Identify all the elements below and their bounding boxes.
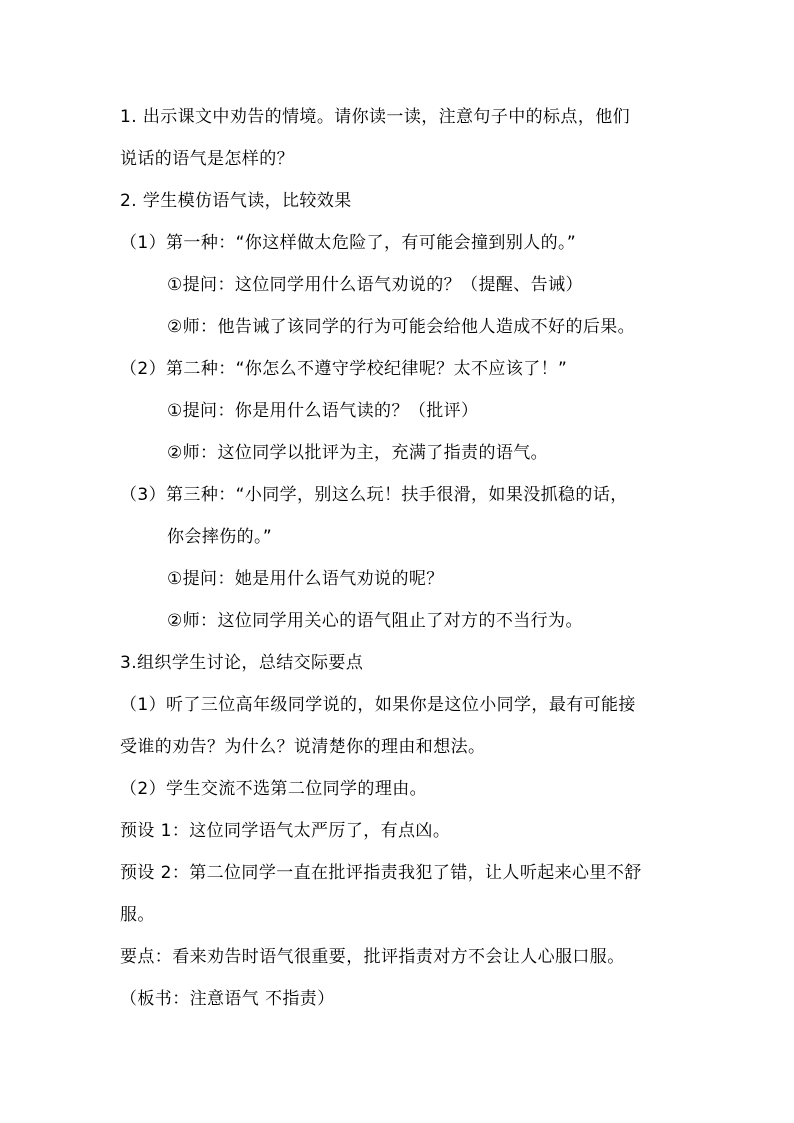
step-1-text: 1. 出示课文中劝告的情境。请你读一读，注意句子中的标点，他们 xyxy=(120,107,631,127)
step-1-text-cont: 说话的语气是怎样的？ xyxy=(120,149,294,169)
preset-1: 预设 1：这位同学语气太严厉了，有点凶。 xyxy=(120,821,451,841)
case-1-question: ①提问：这位同学用什么语气劝说的？（提醒、告诫） xyxy=(167,275,583,295)
discussion-1-cont: 受谁的劝告？为什么？说清楚你的理由和想法。 xyxy=(120,737,486,757)
step-2-heading: 2. 学生模仿语气读，比较效果 xyxy=(120,191,352,211)
key-point: 要点：看来劝告时语气很重要，批评指责对方不会让人心服口服。 xyxy=(120,947,625,967)
case-3-teacher-note: ②师：这位同学用关心的语气阻止了对方的不当行为。 xyxy=(167,611,583,631)
discussion-2: （2）学生交流不选第二位同学的理由。 xyxy=(120,779,428,799)
discussion-1: （1）听了三位高年级同学说的，如果你是这位小同学，最有可能接 xyxy=(120,695,636,715)
case-1-quote: （1）第一种：“你这样做太危险了，有可能会撞到别人的。” xyxy=(120,233,577,253)
preset-2-cont: 服。 xyxy=(120,905,155,925)
case-2-teacher-note: ②师：这位同学以批评为主，充满了指责的语气。 xyxy=(167,443,549,463)
board-note: （板书：注意语气 不指责） xyxy=(120,989,335,1009)
preset-2: 预设 2：第二位同学一直在批评指责我犯了错，让人听起来心里不舒 xyxy=(120,863,642,883)
case-3-quote-cont: 你会摔伤的。” xyxy=(167,527,273,547)
case-3-question: ①提问：她是用什么语气劝说的呢？ xyxy=(167,569,444,589)
case-2-quote: （2）第二种：“你怎么不遵守学校纪律呢？太不应该了！” xyxy=(120,359,568,379)
case-1-teacher-note: ②师：他告诫了该同学的行为可能会给他人造成不好的后果。 xyxy=(167,317,636,337)
step-3-heading: 3.组织学生讨论，总结交际要点 xyxy=(120,653,364,673)
case-2-question: ①提问：你是用什么语气读的？（批评） xyxy=(167,401,479,421)
case-3-quote: （3）第三种：“小同学，别这么玩！扶手很滑，如果没抓稳的话， xyxy=(120,485,628,505)
